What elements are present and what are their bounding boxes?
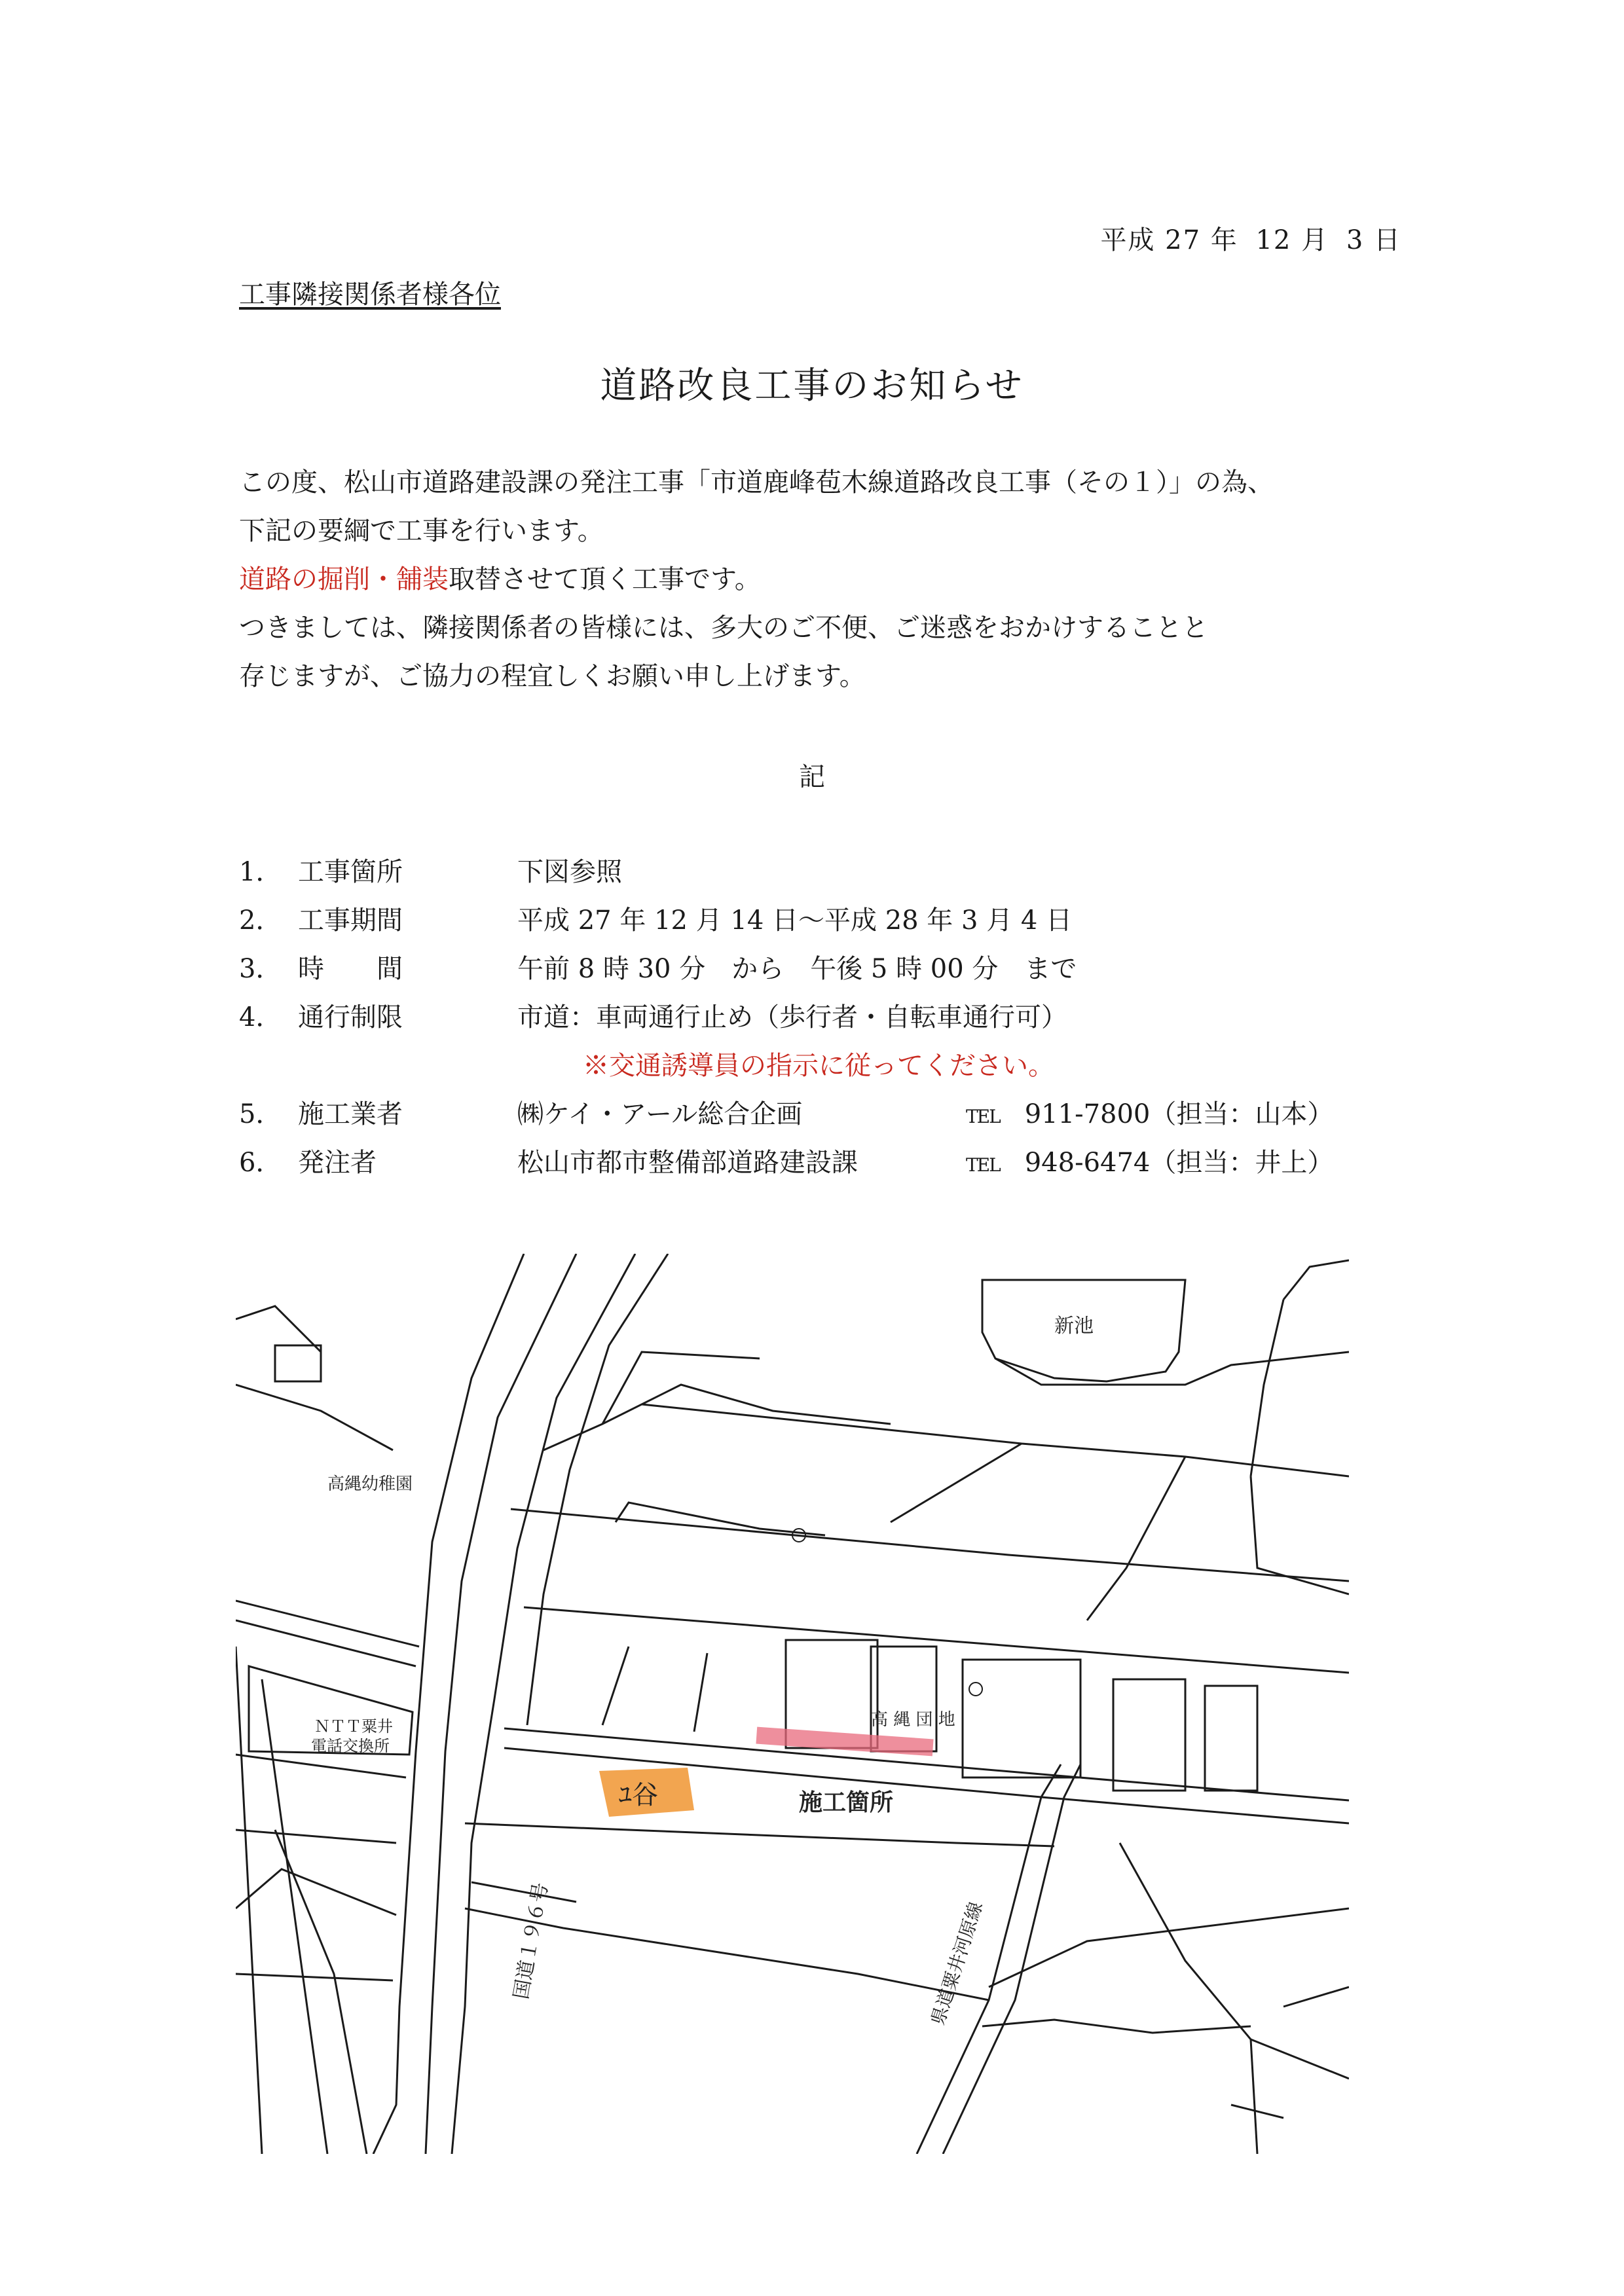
kindergarten-label: 高縄幼稚園 [327,1474,413,1494]
list-item [239,1142,1418,1190]
site-label: 施工箇所 [799,1789,894,1816]
street [1283,1987,1349,2007]
landmark-dot [969,1683,982,1696]
marker-label: ﾕ谷 [619,1780,658,1810]
phone-number: 948-6474（担当：井上） [1024,1148,1334,1178]
item-value: 下図参照 [517,857,622,887]
body-line-5: 存じますが、ご協力の程宜しくお願い申し上げます。 [239,661,866,691]
item-value: 平成 27 年 12 月 14 日～平成 28 年 3 月 4 日 [517,905,1073,936]
item-value: 松山市都市整備部道路建設課 [517,1148,858,1178]
body-line-3-highlight: 道路の掘削・舗装 [239,564,449,594]
document-title: 道路改良工事のお知らせ [600,365,1024,407]
pond-label: 新池 [1054,1315,1094,1338]
body-line-4: つきましては、隣接関係者の皆様には、多大のご不便、ご迷惑をおかけすることと [239,613,1208,643]
street [236,1601,419,1647]
street [465,1823,1054,1846]
recipient: 工事隣接関係者様各位 [239,280,501,310]
body-line-2: 下記の要綱で工事を行います。 [239,516,604,546]
street [236,1974,393,1980]
item-label: 施工業者 [298,1099,403,1129]
date-month: 12 月 [1255,225,1329,255]
body-line-3 [239,555,1411,604]
block [1205,1686,1257,1791]
item-list [239,851,1418,1190]
tel-label: TEL [966,1154,1000,1176]
street [1251,2039,1257,2154]
street [511,1509,1349,1581]
block [963,1660,1080,1777]
street [1087,1457,1185,1620]
danchi-label: 高 縄 団 地 [871,1710,955,1730]
street [602,1647,629,1725]
item-value: ㈱ケイ・アール総合企画 [517,1099,803,1129]
route-196-east [452,1254,635,2154]
route-196-median [426,1254,576,2154]
item-phone [966,1093,1333,1131]
item-number: 1． [239,857,282,887]
route-196-west [373,1254,524,2154]
ntt-label-2: 電話交換所 [311,1737,390,1755]
street [642,1404,1349,1476]
street [1231,2105,1283,2118]
list-item [239,851,1418,900]
list-item [239,948,1418,996]
item-label: 時 間 [298,954,403,984]
date-year: 平成 27 年 [1100,225,1238,255]
list-item [239,996,1418,1045]
body-line-3-rest: 取替させて頂く工事です。 [449,564,761,594]
street [891,1444,1022,1522]
body-line-1: この度、松山市道路建設課の発注工事「市道鹿峰苞木線道路改良工事（その１）」の為、 [239,467,1274,498]
street [1251,1300,1283,1476]
item-label: 通行制限 [298,1002,403,1032]
issue-date [1092,219,1401,257]
street [236,1620,416,1666]
street [1283,1260,1349,1300]
traffic-notice-text: ※交通誘導員の指示に従ってください。 [583,1051,1054,1081]
item-number: 2． [239,905,282,936]
street [236,1755,406,1777]
site-map-drawing [236,1254,1349,2154]
phone-number: 911-7800（担当：山本） [1024,1099,1334,1129]
item-number: 5． [239,1099,282,1129]
item-phone [966,1142,1333,1179]
street [236,1869,396,1915]
street [544,1385,891,1450]
street [989,1908,1349,1987]
building [275,1345,321,1381]
tel-label: TEL [966,1106,1000,1127]
item-number: 3． [239,954,282,984]
item-number: 4． [239,1002,282,1032]
ki-heading: 記 [799,762,825,792]
item-label: 工事箇所 [298,857,403,887]
item-label: 発注者 [298,1148,377,1178]
date-day: 3 日 [1346,225,1401,255]
street [995,1352,1349,1385]
pref-road-label: 県道粟井河原線 [927,1899,987,2028]
site-map [236,1254,1349,2154]
body-text [239,458,1411,701]
item-number: 6． [239,1148,282,1178]
street [236,1385,393,1450]
street [694,1653,707,1732]
street [982,2020,1251,2033]
street [471,1882,576,1902]
item-value: 市道：車両通行止め（歩行者・自転車通行可） [517,1002,1067,1032]
item-label: 工事期間 [298,905,403,936]
route-196-label: 国道１９６号 [509,1881,553,2001]
item-value: 午前 8 時 30 分 から 午後 5 時 00 分 まで [517,954,1077,984]
block [1113,1679,1185,1791]
street [1120,1843,1349,2079]
list-item [239,900,1418,948]
pref-road-west [917,1764,1061,2154]
list-item [239,1093,1418,1142]
street [236,1830,396,1843]
ntt-label: ＮＴＴ粟井 [314,1717,393,1736]
traffic-notice [239,1045,1418,1093]
